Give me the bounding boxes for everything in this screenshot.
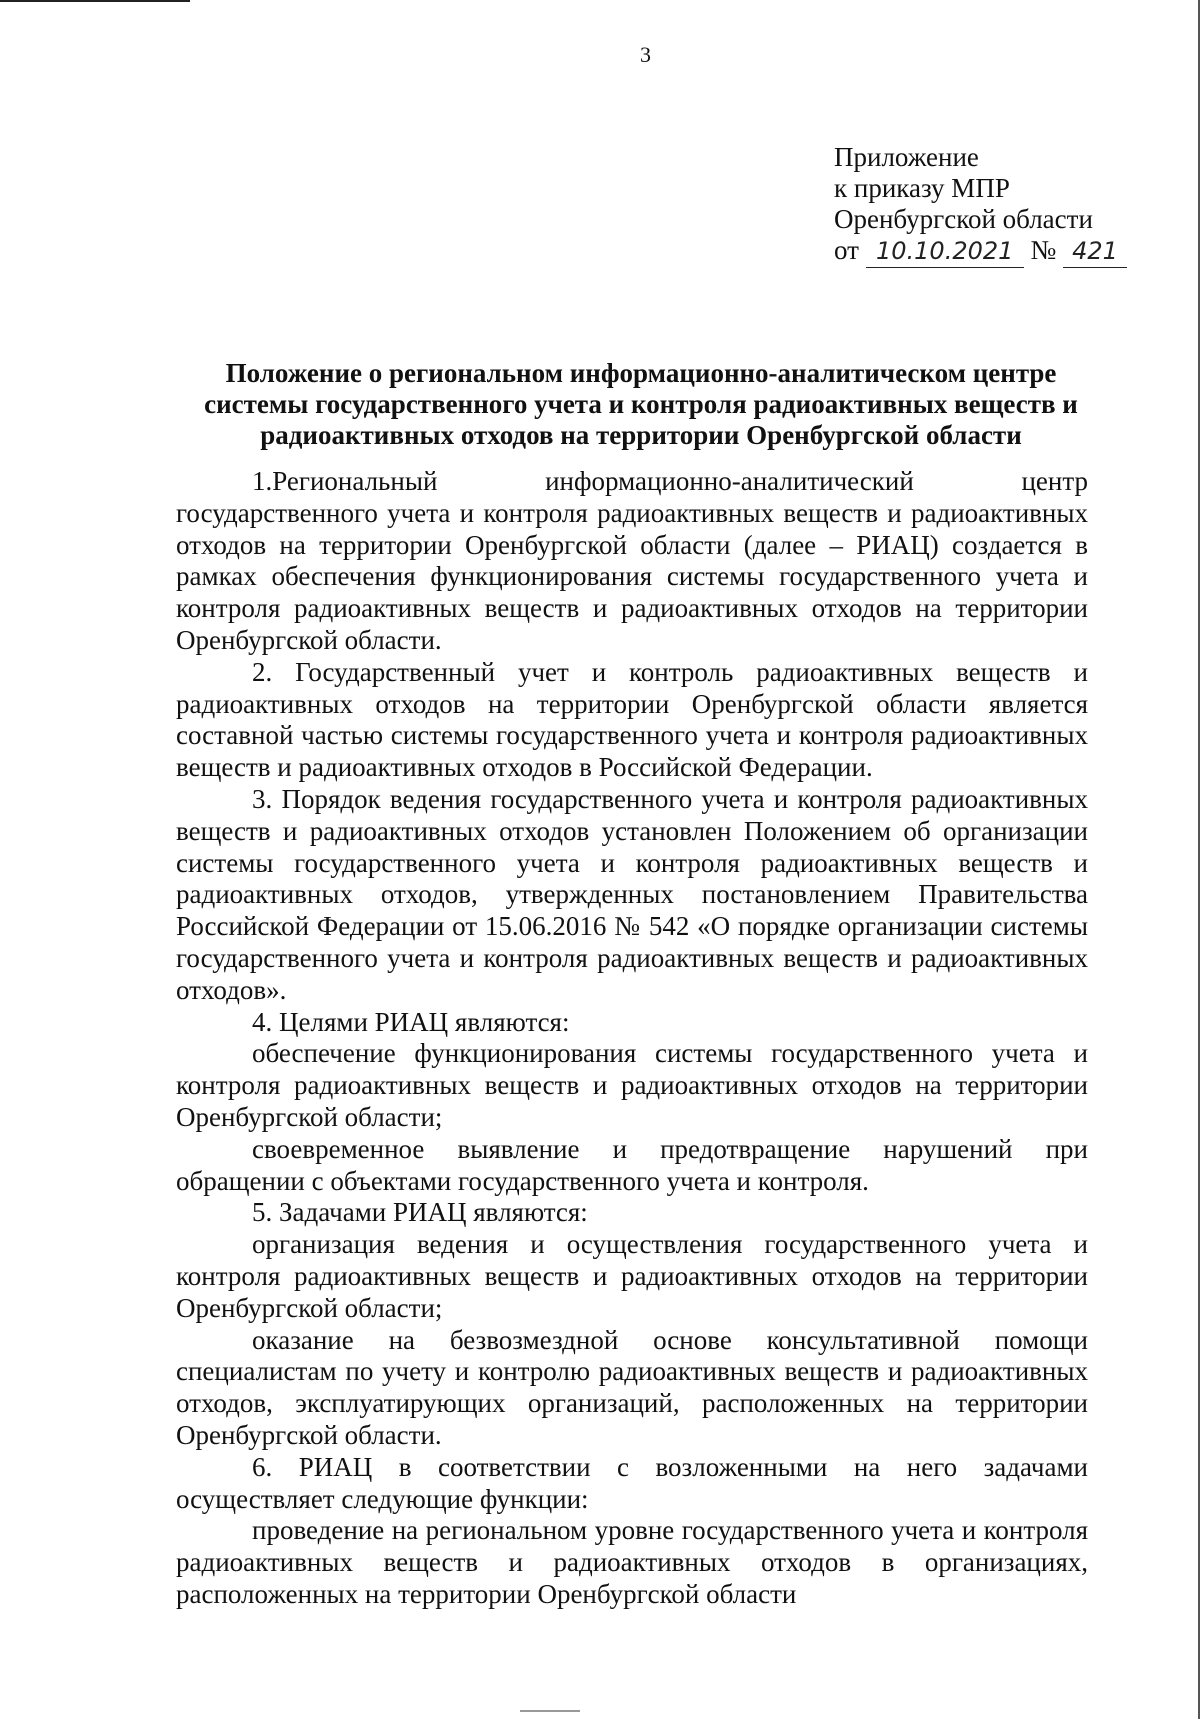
paragraph: 1.Региональный информационно-аналитический центр государственного учета и контроля радиоактивных веществ и радиоактивных отходов на территории Оренбургской области (далее – РИАЦ) создается в рамках обеспечения функционирования системы государственного учета и контроля радиоактивных веществ и радиоактивных отходов на территории Оренбургской области. (176, 466, 1088, 655)
handwritten-number: 421 (1063, 236, 1127, 268)
paragraph: 5. Задачами РИАЦ являются: (252, 1197, 588, 1228)
paragraph: проведение на региональном уровне государственного учета и контроля радиоактивных веществ и радиоактивных отходов в организациях, расположенных на территории Оренбургской области (176, 1515, 1088, 1609)
appendix-line-1: Приложение (834, 142, 979, 172)
appendix-line-2: к приказу МПР (834, 173, 1010, 203)
scan-edge-top (0, 0, 190, 2)
date-prefix: от (834, 235, 859, 265)
paragraph: обеспечение функционирования системы государственного учета и контроля радиоактивных веществ и радиоактивных отходов на территории Оренбургской области; (176, 1038, 1088, 1132)
paragraph: организация ведения и осуществления государственного учета и контроля радиоактивных веществ и радиоактивных отходов на территории Оренбургской области; (176, 1229, 1088, 1323)
appendix-date-line (834, 235, 1127, 268)
paragraph: 3. Порядок ведения государственного учета и контроля радиоактивных веществ и радиоактивных отходов установлен Положением об организации системы государственного учета и контроля радиоактивных веществ и радиоактивных отходов, утвержденных постановлением Правительства Российской Федерации от 15.06.2016 № 542 «О порядке организации системы государственного учета и контроля радиоактивных веществ и радиоактивных отходов». (176, 783, 1088, 1005)
paragraph: оказание на безвозмездной основе консультативной помощи специалистам по учету и контролю радиоактивных веществ и радиоактивных отходов, эксплуатирующих организаций, расположенных на территории Оренбургской области. (176, 1324, 1088, 1450)
paragraph: 6. РИАЦ в соответствии с возложенными на него задачами осуществляет следующие функции: (176, 1451, 1088, 1514)
paragraph: своевременное выявление и предотвращение нарушений при обращении с объектами государственного учета и контроля. (176, 1133, 1088, 1196)
handwritten-date: 10.10.2021 (866, 236, 1024, 268)
appendix-line-3: Оренбургской области (834, 204, 1093, 234)
scan-artifact (520, 1710, 580, 1712)
document-title: Положение о региональном информационно-аналитическом центре системы государственного учета и контроля радиоактивных веществ и радиоактивных отходов на территории Оренбургской области (204, 358, 1078, 450)
document-body (176, 466, 1088, 1611)
paragraph: 4. Целями РИАЦ являются: (252, 1006, 570, 1037)
paragraph: 2. Государственный учет и контроль радиоактивных веществ и радиоактивных отходов на территории Оренбургской области является составной частью системы государственного учета и контроля радиоактивных веществ и радиоактивных отходов в Российской Федерации. (176, 656, 1088, 783)
number-sign: № (1030, 235, 1057, 265)
page-number: 3 (640, 42, 651, 67)
appendix-block (834, 142, 1127, 268)
